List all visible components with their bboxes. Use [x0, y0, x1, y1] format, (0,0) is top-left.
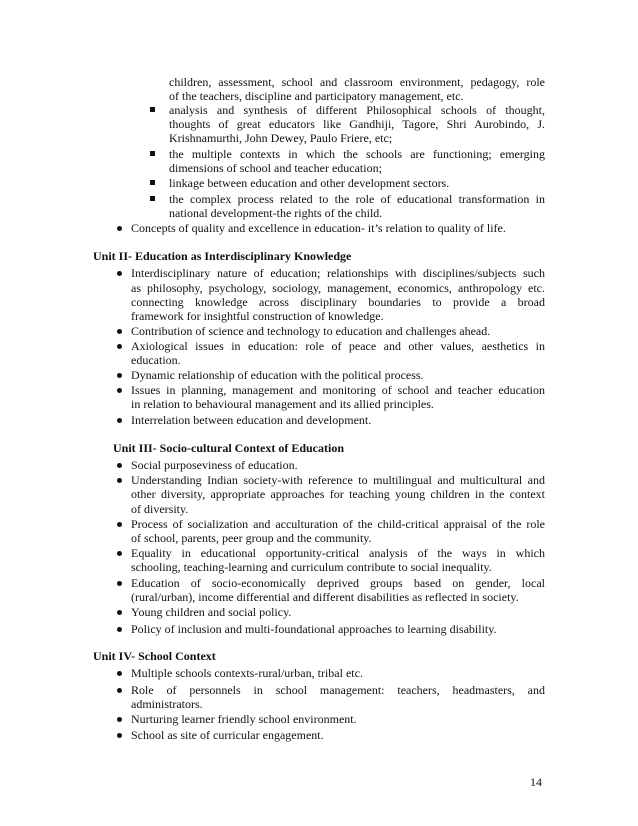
- page-number: 14: [530, 775, 542, 789]
- list-item-line: Education of socio-economically deprived groups based on gender, local: [131, 576, 545, 590]
- section-heading: Unit IV- School Context: [93, 649, 216, 663]
- square-bullet-icon: [150, 107, 155, 112]
- list-item-line: Policy of inclusion and multi-foundational approaches to learning disability.: [131, 622, 497, 636]
- continuation-line: of the teachers, discipline and participatory management, etc.: [169, 89, 464, 103]
- bullet-icon: [117, 688, 122, 693]
- bullet-icon: [117, 478, 122, 483]
- bullet-icon: [117, 418, 122, 423]
- bullet-icon: [117, 388, 122, 393]
- sub-item-line: Krishnamurthi, John Dewey, Paulo Friere, etc;: [169, 131, 393, 145]
- list-item-line: (rural/urban), income differential and different disabilities as reflected in society.: [131, 590, 519, 604]
- bullet-icon: [117, 373, 122, 378]
- list-item-line: as philosophy, psychology, sociology, management, economics, anthropology etc.: [131, 281, 545, 295]
- list-item-line: Young children and social policy.: [131, 605, 292, 619]
- list-item-line: Dynamic relationship of education with the political process.: [131, 368, 424, 382]
- list-item-line: Axiological issues in education: role of peace and other values, aesthetics in: [131, 339, 545, 353]
- list-item: Concepts of quality and excellence in education- it’s relation to quality of life.: [131, 221, 506, 235]
- square-bullet-icon: [150, 151, 155, 156]
- list-item-line: of school, parents, peer group and the community.: [131, 531, 372, 545]
- bullet-icon: [117, 344, 122, 349]
- bullet-icon: [117, 463, 122, 468]
- bullet-icon: [117, 610, 122, 615]
- bullet-icon: [117, 627, 122, 632]
- list-item-line: education.: [131, 353, 181, 367]
- sub-item-line: analysis and synthesis of different Philosophical schools of thought,: [169, 103, 545, 117]
- sub-item-line: the complex process related to the role of educational transformation in: [169, 192, 545, 206]
- bullet-icon: [117, 671, 122, 676]
- bullet-icon: [117, 733, 122, 738]
- list-item-line: framework for insightful construction of knowledge.: [131, 309, 384, 323]
- sub-item-line: linkage between education and other development sectors.: [169, 176, 450, 190]
- list-item-line: Multiple schools contexts-rural/urban, tribal etc.: [131, 666, 363, 680]
- section-heading: Unit II- Education as Interdisciplinary Knowledge: [93, 249, 352, 263]
- list-item-line: Contribution of science and technology to education and challenges ahead.: [131, 324, 491, 338]
- list-item-line: Interdisciplinary nature of education; relationships with disciplines/subjects such: [131, 266, 545, 280]
- section-heading: Unit III- Socio-cultural Context of Education: [113, 441, 345, 455]
- square-bullet-icon: [150, 196, 155, 201]
- list-item-line: connecting knowledge across disciplinary boundaries to provide a broad: [131, 295, 545, 309]
- list-item-line: other diversity, appropriate approaches for teaching young children in the context: [131, 487, 545, 501]
- sub-item-line: the multiple contexts in which the schools are functioning; emerging: [169, 147, 545, 161]
- sub-item-line: national development-the rights of the child.: [169, 206, 383, 220]
- list-item-line: School as site of curricular engagement.: [131, 728, 324, 742]
- list-item-line: Issues in planning, management and monitoring of school and teacher education: [131, 383, 545, 397]
- list-item-line: Role of personnels in school management: teachers, headmasters, and: [131, 683, 545, 697]
- list-item-line: in relation to behavioural management and its allied principles.: [131, 397, 434, 411]
- square-bullet-icon: [150, 180, 155, 185]
- list-item-line: Process of socialization and acculturation of the child-critical appraisal of the role: [131, 517, 545, 531]
- sub-item-line: thoughts of great educators like Gandhiji, Tagore, Shri Aurobindo, J.: [169, 117, 545, 131]
- bullet-icon: [117, 551, 122, 556]
- bullet-icon: [117, 717, 122, 722]
- bullet-icon: [117, 522, 122, 527]
- list-item-line: administrators.: [131, 697, 203, 711]
- list-item-line: Nurturing learner friendly school environment.: [131, 712, 357, 726]
- bullet-icon: [117, 226, 122, 231]
- list-item-line: Understanding Indian society-with reference to multilingual and multicultural and: [131, 473, 545, 487]
- continuation-line: children, assessment, school and classroom environment, pedagogy, role: [169, 75, 545, 89]
- list-item-line: Interrelation between education and development.: [131, 413, 372, 427]
- bullet-icon: [117, 271, 122, 276]
- bullet-icon: [117, 329, 122, 334]
- sub-item-line: dimensions of school and teacher education;: [169, 161, 382, 175]
- list-item-line: schooling, teaching-learning and curriculum contribute to social inequality.: [131, 560, 492, 574]
- bullet-icon: [117, 581, 122, 586]
- list-item-line: Equality in educational opportunity-critical analysis of the ways in which: [131, 546, 545, 560]
- list-item-line: of diversity.: [131, 502, 189, 516]
- list-item-line: Social purposeviness of education.: [131, 458, 298, 472]
